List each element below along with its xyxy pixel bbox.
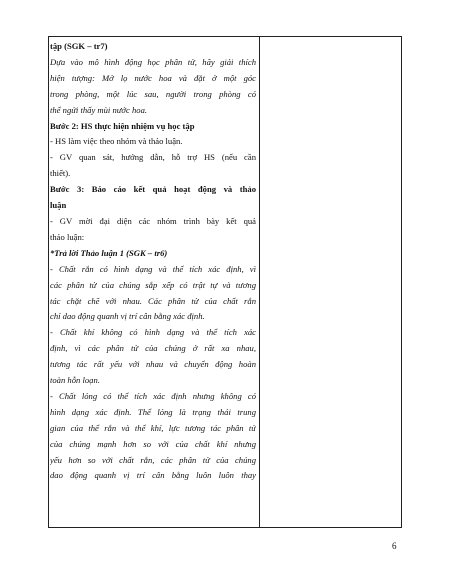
text-line: - Chất khí không có hình dạng và thể tích xác: [50, 327, 256, 338]
text-line: dao động quanh vị trí cân bằng luôn luôn thay: [50, 470, 256, 481]
text-line: định, vì các phân tử của chúng ở rất xa nhau,: [50, 343, 256, 354]
text-line: luận: [50, 200, 67, 211]
text-line: - GV quan sát, hướng dẫn, hỗ trợ HS (nếu cần: [50, 152, 256, 163]
page-number: 6: [392, 541, 397, 551]
text-line: tác chặt chẽ với nhau. Các phân tử của chất rắn: [50, 295, 256, 306]
text-line: gian của thể rắn và thể khí, lực tương tác phân tử: [50, 422, 256, 433]
text-line: tương tác rất yếu với nhau và chuyển động hoàn: [50, 359, 256, 370]
product-column: [262, 39, 400, 525]
text-line: - GV mời đại diện các nhóm trình bày kết quả: [50, 215, 256, 226]
text-line: chỉ dao động quanh vị trí cân bằng xác định.: [50, 311, 205, 322]
text-line: Bước 2: HS thực hiện nhiệm vụ học tập: [50, 120, 195, 131]
text-line: của chúng mạnh hơn so với của chất khí nhưng: [50, 438, 256, 449]
text-line: Dựa vào mô hình động học phân tử, hãy giải thích: [50, 56, 256, 67]
text-line: yếu hơn so với chất rắn, các phân tử của chúng: [50, 454, 256, 465]
text-line: *Trả lời Thảo luận 1 (SGK – tr6): [50, 247, 168, 258]
text-line: tập (SGK – tr7): [50, 41, 108, 51]
text-line: hiện tượng: Mở lọ nước hoa và đặt ở một góc: [50, 72, 256, 83]
text-line: thảo luận:: [50, 231, 85, 242]
text-line: trong phòng, một lúc sau, người trong phòng có: [50, 88, 256, 99]
text-line: - Chất rắn có hình dạng và thể tích xác định, vì: [50, 263, 256, 274]
text-line: - Chất lỏng có thể tích xác định nhưng không có: [50, 390, 256, 401]
text-line: hình dạng xác định. Thể lỏng là trạng thái trung: [50, 406, 256, 417]
text-line: Bước 3: Báo cáo kết quả hoạt động và thảo: [50, 184, 256, 195]
activity-column: [50, 39, 256, 484]
text-line: toàn hỗn loạn.: [50, 375, 100, 386]
text-line: - HS làm việc theo nhóm và thảo luận.: [50, 136, 183, 147]
text-line: thể ngửi thấy mùi nước hoa.: [50, 104, 148, 115]
text-line: các phân tử của chúng sắp xếp có trật tự và tương: [50, 279, 256, 290]
column-divider: [259, 36, 260, 528]
text-line: thiết).: [50, 168, 71, 179]
